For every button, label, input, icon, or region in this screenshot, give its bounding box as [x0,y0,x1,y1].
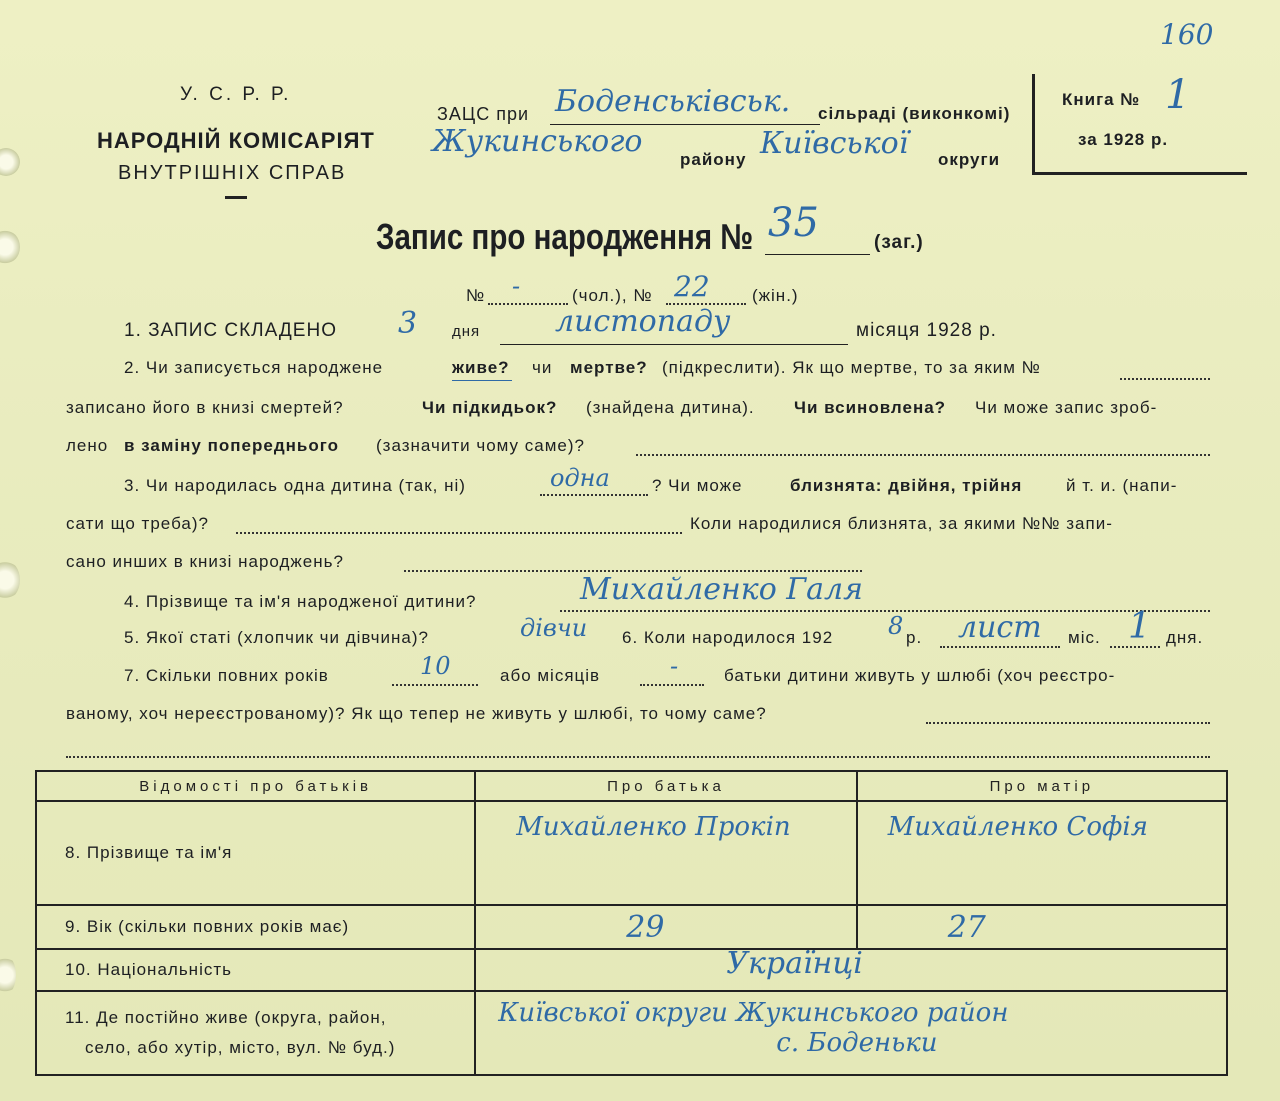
parents-table [35,770,1228,1076]
punch-hole [0,560,20,600]
nationality-cell [475,945,1227,991]
q6-mis: міс. [1068,628,1101,647]
q2-reason-line [636,454,1210,456]
no-label: № [466,286,486,305]
q1-tail: місяця 1928 р. [856,320,997,341]
q3-e: Коли народилися близнята, за якими №№ запи- [690,514,1113,533]
marriage-months: - [670,652,679,680]
dept-label: ВНУТРІШНІХ СПРАВ [118,162,347,184]
q1-day-label: дня [452,323,481,340]
q2-alive-underline [452,380,512,381]
q1-label: 1. ЗАПИС СКЛАДЕНО [124,320,337,341]
female-label: (жін.) [752,286,799,305]
row-label [36,905,475,949]
q3-value: одна [550,464,610,492]
record-number: 35 [768,200,819,246]
q2-replace: в заміну попереднього [124,436,339,455]
q6-dnia: дня. [1166,628,1204,647]
district-label: району [680,150,747,169]
mother-age: 27 [947,909,986,945]
q1-month: листопаду [555,304,731,339]
q2-a: 2. Чи записується народжене [124,358,384,377]
year-label: за 1928 р. [1078,130,1169,149]
residence-value-2: с. Боденьки [776,1028,938,1058]
q2-number-line [1120,378,1210,380]
father-name: Михайленко Прокіп [516,812,791,842]
male-label: (чол.), № [572,286,653,305]
district-value: Жукинського [432,124,643,159]
nationality-value: Українці [726,945,863,981]
book-box-bottom [1032,172,1247,175]
male-number: - [512,272,521,300]
q3-twins: близнята: двійня, трійня [790,476,1023,495]
marriage-years-line [392,684,478,686]
q2-adopted: Чи всиновлена? [794,398,947,417]
q2-g: (зазначити чому саме)? [376,436,585,455]
residence-label-b: село, або хутір, місто, вул. № буд.) [85,1038,396,1057]
title-suffix: (заг.) [874,232,924,253]
okrug-label: округи [938,150,1001,169]
punch-hole [0,230,20,264]
q3-d: сати що треба)? [66,514,209,533]
q7-d: ваному, хоч нереєстрованому)? Як що тепер не живуть у шлюбі, то чому саме? [66,704,767,723]
q3-b: ? Чи може [652,476,743,495]
female-number: 22 [674,270,710,303]
col-header-parents: Відомості про батьків [36,771,475,801]
q7-b: або місяців [500,666,601,685]
table-row [36,905,1227,949]
ussr-label: У. С. Р. Р. [180,84,292,105]
father-name-cell [475,801,856,905]
q1-month-underline [500,344,848,345]
table-header-row [36,771,1227,801]
q3-f: сано инших в книзі народжень? [66,552,344,571]
q2-dead: мертве? [570,358,648,377]
col-header-father: Про батька [475,771,856,801]
q1-day: 3 [398,306,418,341]
q6-label: 6. Коли народилося 192 [622,628,834,647]
name-label: 8. Прізвище та ім'я [65,843,233,862]
residence-cell [475,991,1227,1075]
zags-prefix: ЗАЦС при [437,104,530,124]
residence-label-a: 11. Де постійно живе (округа, район, [65,1008,387,1027]
nationality-label: 10. Національність [65,960,232,979]
q2-or: чи [532,358,553,377]
marriage-years: 10 [420,652,451,680]
marriage-months-line [640,684,704,686]
q5-label: 5. Якої статі (хлопчик чи дівчина)? [124,628,429,647]
header-dash [225,196,247,199]
mother-name: Михайленко Софія [887,812,1148,842]
q2-alive: живе? [452,358,510,377]
row-label [36,801,475,905]
commissariat-label: НАРОДНІЙ КОМІСАРІЯТ [97,128,375,153]
page-number: 160 [1160,18,1214,51]
sil-radi-label: сільраді (виконкомі) [818,104,1011,123]
table-row [36,801,1227,905]
record-number-underline [765,254,870,255]
book-number: 1 [1165,72,1191,118]
col-header-mother: Про матір [857,771,1227,801]
book-box-left [1032,74,1035,174]
book-label: Книга № [1062,90,1141,109]
q4-label: 4. Прізвище та ім'я народженої дитини? [124,592,477,611]
table-row [36,991,1227,1075]
q2-c: записано його в книзі смертей? [66,398,344,417]
punch-hole [0,955,16,995]
punch-hole [0,148,20,176]
zags-village: Боденськівськ. [555,84,791,119]
table-row [36,949,1227,991]
q7-c: батьки дитини живуть у шлюбі (хоч реєстро- [724,666,1116,685]
father-age: 29 [626,909,665,945]
q2-b: (підкреслити). Як що мертве, то за яким № [662,358,1041,377]
row-label [36,991,475,1075]
q3-twins-line [236,532,682,534]
document-title: Запис про народження № [376,216,754,257]
q3-a: 3. Чи народилась одна дитина (так, ні) [124,476,466,495]
child-name-line [560,610,1210,612]
okrug-value: Київської [760,126,909,161]
age-label: 9. Вік (скільки повних років має) [65,917,350,936]
child-name: Михайленко Галя [580,572,864,607]
q2-f: лено [66,436,109,455]
child-sex: дівчи [520,614,588,642]
q2-e: Чи може запис зроб- [975,398,1158,417]
q7-reason-line [926,722,1210,724]
q3-c: й т. и. (напи- [1066,476,1178,495]
birth-year-digit: 8 [888,612,904,640]
father-age-cell [475,905,856,949]
birth-month-line [940,646,1060,648]
mother-age-cell [857,905,1227,949]
residence-value: Київської округи Жукинського район [498,998,1009,1028]
birth-month: лист [958,610,1042,645]
q2-d: (знайдена дитина). [586,398,755,417]
birth-day: 1 [1128,606,1151,647]
q7-a: 7. Скільки повних років [124,666,329,685]
q6-r: р. [906,628,923,647]
mother-name-cell [857,801,1227,905]
q3-value-line [540,494,648,496]
q2-found: Чи підкидьок? [422,398,558,417]
birth-day-line [1110,646,1160,648]
row-label [36,949,475,991]
q7-reason-line-2 [66,756,1210,758]
